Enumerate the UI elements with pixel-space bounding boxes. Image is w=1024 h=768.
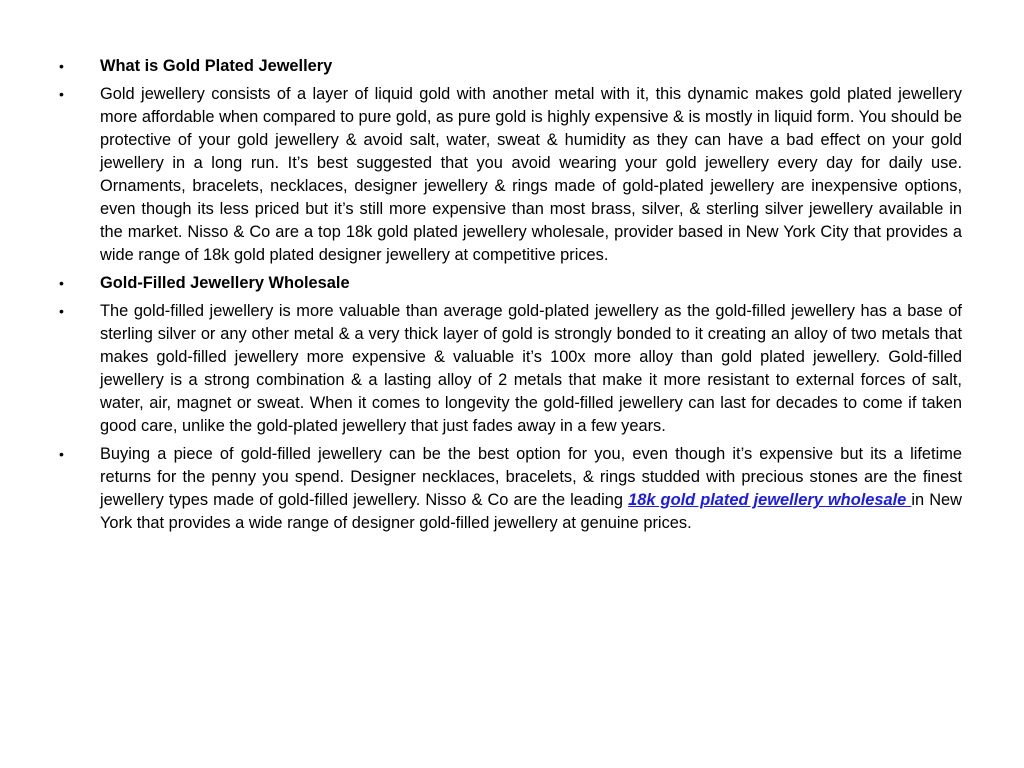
paragraph-text-before-link: Buying a piece of gold-filled jewellery can be the best option for you, even though it’s expensive but its a lifetime returns for the penny you spend. Designer necklaces, bracelets, & rings studded with precious stones are the finest jewellery types made of gold-filled jewellery. Nisso & Co are the leading [100,445,962,509]
bullet-dot-icon: • [59,58,64,74]
bullet-paragraph-gold-plated [56,83,962,267]
paragraph-text [100,445,962,532]
paragraph-text: The gold-filled jewellery is more valuable than average gold-plated jewellery as the gold-filled jewellery has a base of sterling silver or any other metal & a very thick layer of gold is strongly bonded to it creating an alloy of two metals that makes gold-filled jewellery more expensive & valuable it’s 100x more alloy than gold plated jewellery. Gold-filled jewellery is a strong combination & a lasting alloy of 2 metals that make it more resistant to external forces of salt, water, air, magnet or sweat. When it comes to longevity the gold-filled jewellery can last for decades to come if taken good care, unlike the gold-plated jewellery that just fades away in a few years. [100,302,962,435]
bullet-dot-icon: • [59,275,64,291]
wholesale-link[interactable]: 18k gold plated jewellery wholesale [628,491,912,509]
bullet-paragraph-gold-filled [56,300,962,438]
bullet-dot-icon: • [59,303,64,319]
paragraph-text-after-link: in New York that provides a wide range of designer gold-filled jewellery at genuine prices. [100,491,963,532]
heading-text: Gold-Filled Jewellery Wholesale [100,274,350,292]
bullet-paragraph-buying [56,443,962,535]
heading-text: What is Gold Plated Jewellery [100,57,333,75]
bullet-dot-icon: • [59,446,64,462]
bullet-list [56,55,962,540]
paragraph-text: Gold jewellery consists of a layer of liquid gold with another metal with it, this dynamic makes gold plated jewellery more affordable when compared to pure gold, as pure gold is highly expensive & is mostly in liquid form. You should be protective of your gold jewellery & avoid salt, water, sweat & humidity as they can have a bad effect on your gold jewellery in a long run. It’s best suggested that you avoid wearing your gold jewellery every day for daily use. Ornaments, bracelets, necklaces, designer jewellery & rings made of gold-plated jewellery are inexpensive options, even though its less priced but it’s still more expensive than most brass, silver, & sterling silver jewellery available in the market. Nisso & Co are a top 18k gold plated jewellery wholesale, provider based in New York City that provides a wide range of 18k gold plated designer jewellery at competitive prices. [100,85,962,264]
bullet-heading-gold-filled [56,272,962,295]
bullet-heading-gold-plated [56,55,962,78]
bullet-dot-icon: • [59,86,64,102]
